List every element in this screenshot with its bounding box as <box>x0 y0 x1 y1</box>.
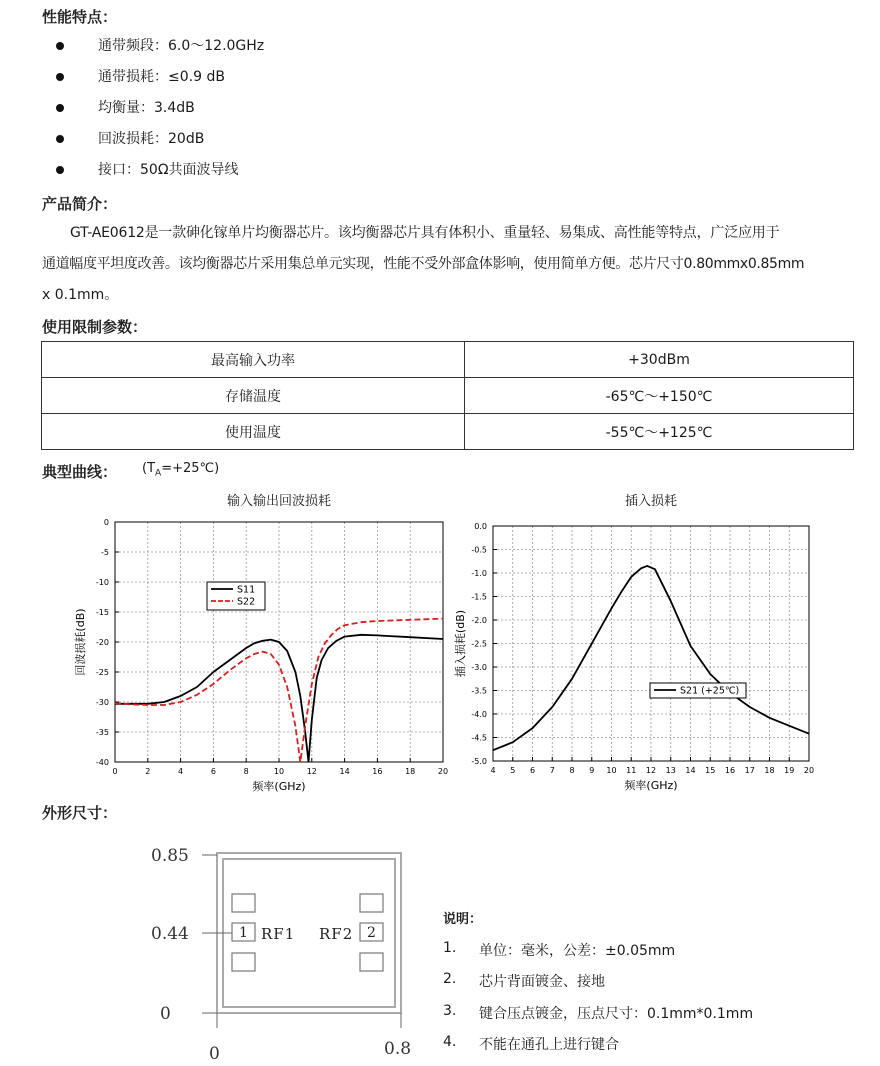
limits-table <box>41 341 854 450</box>
y-tick-label: -5.0 <box>471 757 487 766</box>
dim-y-bottom: 0 <box>160 1004 171 1024</box>
pad-number-2: 2 <box>367 925 376 941</box>
dim-x-right: 0.8 <box>384 1039 412 1059</box>
x-tick-label: 16 <box>724 766 736 775</box>
y-axis-label: 插入损耗(dB) <box>454 609 467 678</box>
y-tick-label: -1.0 <box>471 569 487 578</box>
note-number: 3. <box>443 1003 457 1019</box>
x-tick-label: 15 <box>705 766 716 775</box>
intro-line-3: x 0.1mm。 <box>42 287 119 303</box>
x-tick-label: 4 <box>178 767 184 776</box>
x-tick-label: 10 <box>273 767 285 776</box>
condition-sub: A <box>155 468 162 479</box>
y-tick-label: -20 <box>95 638 109 647</box>
feature-text: 通带损耗：≤0.9 dB <box>98 69 225 85</box>
limits-heading: 使用限制参数： <box>42 318 148 336</box>
curves-heading: 典型曲线： <box>42 463 118 481</box>
y-tick-label: -35 <box>95 728 109 737</box>
x-tick-label: 0 <box>112 767 118 776</box>
x-tick-label: 8 <box>243 767 249 776</box>
value-cell: -65℃～+150℃ <box>465 378 854 414</box>
y-tick-label: -2.0 <box>471 616 487 625</box>
note-text: 芯片背面镀金、接地 <box>479 974 605 990</box>
condition-pre: (T <box>142 461 156 476</box>
insertion-loss-chart <box>450 510 825 800</box>
y-tick-label: -4.5 <box>471 733 487 743</box>
legend-label: S11 <box>237 584 256 596</box>
table-row <box>42 414 854 450</box>
x-tick-label: 10 <box>606 766 617 775</box>
intro-line-1: GT-AE0612是一款砷化镓单片均衡器芯片。该均衡器芯片具有体积小、重量轻、易集成、高性能等特点，广泛应用于 <box>70 225 780 241</box>
value-cell: -55℃～+125℃ <box>465 414 854 450</box>
chart2-title: 插入损耗 <box>624 494 677 509</box>
pad-number-1: 1 <box>239 925 248 941</box>
y-tick-label: -10 <box>95 578 109 587</box>
bond-pad <box>360 953 383 971</box>
dimensions-heading: 外形尺寸： <box>42 804 118 822</box>
x-tick-label: 16 <box>372 767 383 776</box>
value-cell: +30dBm <box>465 342 854 378</box>
x-tick-label: 19 <box>784 766 795 775</box>
feature-text: 均衡量：3.4dB <box>98 100 195 116</box>
note-text: 单位：毫米，公差：±0.05mm <box>479 943 676 959</box>
bullet-icon <box>56 135 64 143</box>
bond-pad <box>360 894 383 912</box>
x-tick-label: 12 <box>645 766 657 775</box>
y-tick-label: -3.0 <box>471 663 487 672</box>
x-tick-label: 2 <box>145 767 151 776</box>
legend-label: S22 <box>237 596 256 608</box>
y-tick-label: -4.0 <box>471 710 487 719</box>
bullet-icon <box>56 73 64 81</box>
y-tick-label: -15 <box>95 608 109 617</box>
chart1-title: 输入输出回波损耗 <box>226 494 331 509</box>
note-text: 键合压点镀金，压点尺寸：0.1mm*0.1mm <box>479 1006 754 1022</box>
x-tick-label: 6 <box>529 766 536 775</box>
note-number: 2. <box>443 971 457 987</box>
x-tick-label: 20 <box>437 767 449 776</box>
y-tick-label: -25 <box>95 668 109 677</box>
port-label-rf1: RF1 <box>261 925 296 943</box>
legend-label: S21 (+25℃) <box>680 685 740 697</box>
y-tick-label: 0 <box>103 518 109 527</box>
dim-y-mid: 0.44 <box>151 924 189 944</box>
notes-heading: 说明： <box>443 912 483 927</box>
x-tick-label: 14 <box>685 766 696 775</box>
x-axis-label: 频率(GHz) <box>252 780 306 793</box>
x-tick-label: 7 <box>549 766 555 775</box>
x-tick-label: 20 <box>803 766 815 775</box>
x-tick-label: 18 <box>764 766 775 775</box>
x-tick-label: 6 <box>210 767 216 776</box>
y-tick-label: -1.5 <box>471 592 487 602</box>
dim-x-left: 0 <box>209 1044 220 1064</box>
curves-condition <box>142 461 219 479</box>
param-cell: 最高输入功率 <box>42 342 465 378</box>
bullet-icon <box>56 42 64 50</box>
x-axis-label: 频率(GHz) <box>624 779 678 792</box>
condition-post: =+25℃) <box>161 461 220 476</box>
feature-text: 通带频段：6.0～12.0GHz <box>98 38 265 54</box>
y-tick-label: -3.5 <box>471 686 487 696</box>
x-tick-label: 13 <box>665 766 676 775</box>
y-axis-label: 回波损耗(dB) <box>74 608 87 676</box>
y-tick-label: -5 <box>101 548 109 557</box>
port-label-rf2: RF2 <box>319 925 354 943</box>
x-tick-label: 9 <box>589 766 595 775</box>
dim-y-top: 0.85 <box>151 846 189 866</box>
intro-heading: 产品简介： <box>42 195 118 213</box>
x-tick-label: 11 <box>626 766 637 775</box>
return-loss-chart <box>70 510 455 800</box>
y-tick-label: 0.0 <box>474 522 487 531</box>
x-tick-label: 12 <box>306 767 317 776</box>
y-tick-label: -2.5 <box>471 639 487 649</box>
x-tick-label: 5 <box>510 766 516 775</box>
table-row <box>42 342 854 378</box>
note-number: 4. <box>443 1034 457 1050</box>
note-number: 1. <box>443 940 457 956</box>
y-tick-label: -0.5 <box>471 545 487 555</box>
legend-box <box>207 582 265 610</box>
outline-drawing <box>140 835 430 1066</box>
bullet-icon <box>56 166 64 174</box>
table-row <box>42 378 854 414</box>
x-tick-label: 8 <box>569 766 575 775</box>
note-text: 不能在通孔上进行键合 <box>479 1037 619 1053</box>
intro-line-2: 通道幅度平坦度改善。该均衡器芯片采用集总单元实现，性能不受外部盒体影响，使用简单方便。芯片尺寸0.80mmx0.85mm <box>42 256 805 272</box>
feature-text: 回波损耗：20dB <box>98 131 205 147</box>
feature-text: 接口：50Ω共面波导线 <box>98 162 239 178</box>
x-tick-label: 14 <box>339 767 350 776</box>
bond-pad <box>232 953 255 971</box>
param-cell: 使用温度 <box>42 414 465 450</box>
bullet-icon <box>56 104 64 112</box>
param-cell: 存储温度 <box>42 378 465 414</box>
x-tick-label: 18 <box>405 767 416 776</box>
y-tick-label: -30 <box>95 698 109 707</box>
features-heading: 性能特点： <box>42 8 118 26</box>
bond-pad <box>232 894 255 912</box>
x-tick-label: 4 <box>490 766 496 775</box>
y-tick-label: -40 <box>95 758 109 767</box>
x-tick-label: 17 <box>744 766 755 775</box>
